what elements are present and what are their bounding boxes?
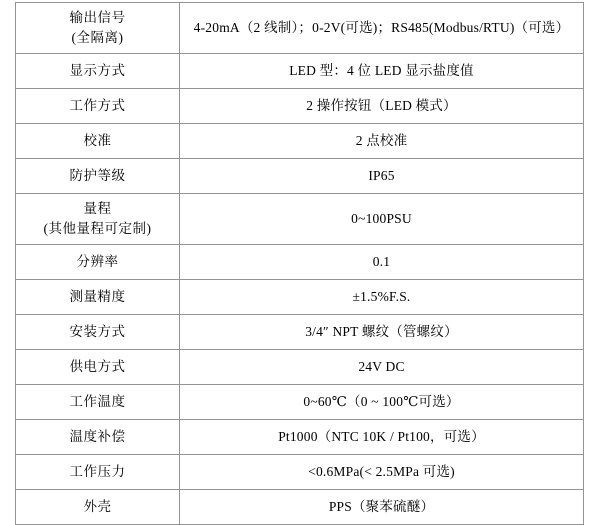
- spec-label-line: 测量精度: [69, 289, 126, 305]
- spec-label-cell: [16, 3, 180, 54]
- spec-value-cell: 3/4″ NPT 螺纹（管螺纹）: [180, 315, 584, 350]
- spec-label-line: 防护等级: [69, 168, 126, 184]
- table-row: [16, 350, 584, 385]
- table-row: [16, 420, 584, 455]
- spec-value-cell: <0.6MPa(< 2.5MPa 可选): [180, 455, 584, 490]
- spec-label-cell: [16, 159, 180, 194]
- table-row: [16, 385, 584, 420]
- spec-value-cell: 24V DC: [180, 350, 584, 385]
- spec-label-cell: [16, 385, 180, 420]
- spec-label-cell: [16, 245, 180, 280]
- spec-label-line: 量程: [83, 201, 112, 217]
- spec-label-line: (全隔离): [71, 30, 124, 45]
- spec-label-line: 供电方式: [69, 359, 126, 375]
- spec-value-cell: 0~60℃（0 ~ 100℃可选）: [180, 385, 584, 420]
- spec-label-cell: [16, 315, 180, 350]
- table-row: [16, 159, 584, 194]
- spec-label-line: 外壳: [83, 499, 112, 515]
- spec-label-line: 显示方式: [69, 63, 126, 79]
- spec-value-cell: ±1.5%F.S.: [180, 280, 584, 315]
- spec-label-line: 校准: [83, 133, 112, 149]
- spec-label-line: 温度补偿: [69, 429, 126, 445]
- specification-table: [15, 2, 584, 525]
- spec-label-cell: [16, 350, 180, 385]
- spec-value-cell: 0.1: [180, 245, 584, 280]
- specification-table-body: [16, 3, 584, 525]
- spec-value-cell: LED 型：4 位 LED 显示盐度值: [180, 54, 584, 89]
- table-row: [16, 280, 584, 315]
- spec-value-cell: 2 点校准: [180, 124, 584, 159]
- table-row: [16, 124, 584, 159]
- spec-label-cell: [16, 420, 180, 455]
- table-row: [16, 89, 584, 124]
- spec-label-cell: [16, 194, 180, 245]
- spec-label-line: 工作温度: [69, 394, 126, 410]
- table-row: [16, 194, 584, 245]
- spec-label-line: 分辨率: [76, 254, 119, 270]
- spec-value-cell: 4-20mA（2 线制）；0-2V(可选)；RS485(Modbus/RTU)（可选）: [180, 3, 584, 54]
- spec-label-cell: [16, 89, 180, 124]
- table-row: [16, 455, 584, 490]
- spec-label-line: 工作方式: [69, 98, 126, 114]
- spec-value-cell: PPS（聚苯硫醚）: [180, 490, 584, 525]
- spec-value-cell: IP65: [180, 159, 584, 194]
- spec-value-cell: 2 操作按钮（LED 模式）: [180, 89, 584, 124]
- table-row: [16, 3, 584, 54]
- table-row: [16, 245, 584, 280]
- spec-label-line: (其他量程可定制): [43, 221, 152, 236]
- spec-label-line: 安装方式: [69, 324, 126, 340]
- spec-label-cell: [16, 54, 180, 89]
- table-row: [16, 490, 584, 525]
- spec-label-cell: [16, 124, 180, 159]
- spec-label-cell: [16, 280, 180, 315]
- spec-label-cell: [16, 455, 180, 490]
- table-row: [16, 54, 584, 89]
- table-row: [16, 315, 584, 350]
- spec-label-cell: [16, 490, 180, 525]
- spec-value-cell: 0~100PSU: [180, 194, 584, 245]
- spec-label-line: 输出信号: [69, 10, 126, 26]
- spec-label-line: 工作压力: [69, 464, 126, 480]
- spec-value-cell: Pt1000（NTC 10K / Pt100，可选）: [180, 420, 584, 455]
